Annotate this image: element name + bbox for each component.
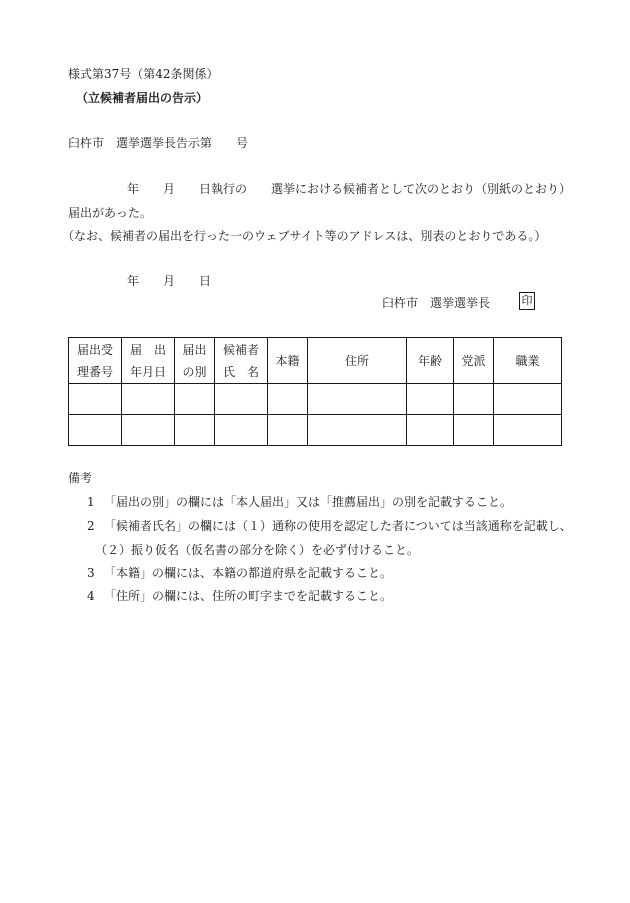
remarks-heading: 備考 [68,471,93,485]
table-cell [308,384,407,415]
header-cell-age: 年齢 [407,338,454,384]
body-line-3: （なお、候補者の届出を行った一のウェブサイト等のアドレスは、別表のとおりである。） [62,229,547,243]
remark-number: 2 [87,519,95,533]
table-cell [215,384,268,415]
form-label: 様式第37号（第42条関係） [68,67,219,81]
table-cell [122,384,175,415]
header-cell-filing-date: 届 出 年月日 [122,338,175,384]
table-row [69,415,562,446]
header-cell-occupation: 職業 [494,338,562,384]
table-cell [494,384,562,415]
remark-number: 4 [87,589,95,603]
header-cell-domicile: 本籍 [268,338,308,384]
header-cell-filing-type: 届出 の別 [175,338,215,384]
header-cell-address: 住所 [308,338,407,384]
table-cell [308,415,407,446]
table-cell [407,384,454,415]
table-cell [122,415,175,446]
body-line-1: 年 月 日執行の 選挙における候補者として次のとおり（別紙のとおり） [127,182,572,196]
remark-number: 3 [87,566,95,580]
table-cell [215,415,268,446]
table-cell [175,384,215,415]
remark-text: 「候補者氏名」の欄には（１）通称の使用を認定した者については当該通称を記載し、 [104,519,572,533]
table-cell [454,415,494,446]
remark-text: 「住所」の欄には、住所の町字までを記載すること。 [104,589,393,603]
remark-number: 1 [87,495,95,509]
header-cell-party: 党派 [454,338,494,384]
signer: 臼杵市 選挙選挙長 [382,296,491,310]
form-title: （立候補者届出の告示） [76,91,209,105]
table-cell [69,384,122,415]
candidate-table [68,337,562,446]
table-row [69,384,562,415]
date-line: 年 月 日 [127,274,212,288]
table-cell [494,415,562,446]
table-cell [407,415,454,446]
table-header-row [69,338,562,384]
body-line-2: 届出があった。 [68,206,152,220]
remark-text-continued: （２）振り仮名（仮名書の部分を除く）を必ず付けること。 [95,543,420,557]
header-cell-candidate-name: 候補者 氏 名 [215,338,268,384]
table-cell [69,415,122,446]
table-cell [268,415,308,446]
header-cell-receipt-number: 届出受 理番号 [69,338,122,384]
remark-text: 「本籍」の欄には、本籍の都道府県を記載すること。 [104,566,393,580]
seal-box: 印 [519,292,535,310]
table-cell [175,415,215,446]
remark-text: 「届出の別」の欄には「本人届出」又は「推薦届出」の別を記載すること。 [104,495,513,509]
notice-number: 臼杵市 選挙選挙長告示第 号 [68,136,249,150]
table-cell [268,384,308,415]
table-cell [454,384,494,415]
